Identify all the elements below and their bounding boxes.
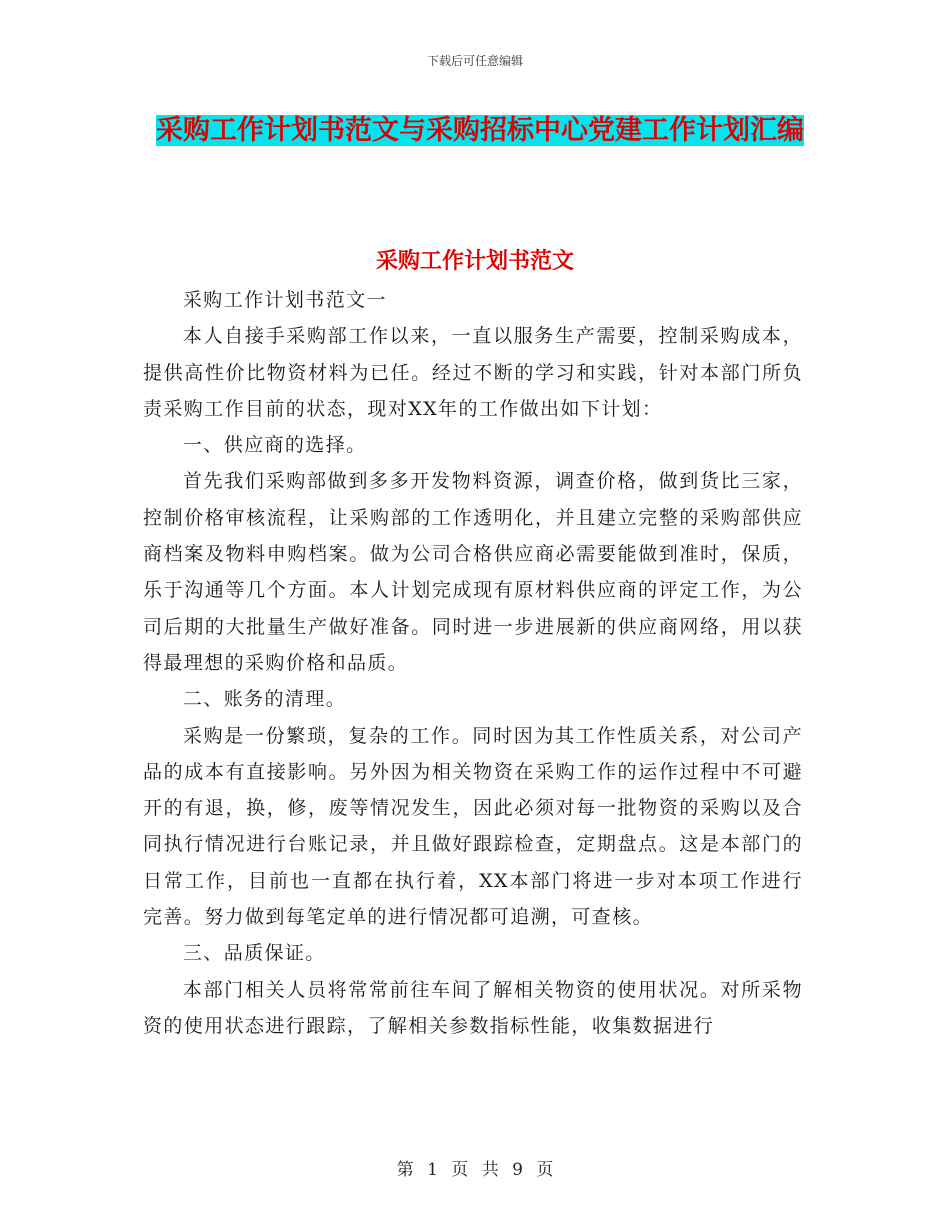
footer-total-label: 共 (481, 1160, 499, 1180)
main-title (145, 108, 815, 154)
body-text (143, 282, 803, 1044)
header-note: 下载后可任意编辑 (426, 54, 523, 68)
footer-total-unit: 页 (536, 1160, 554, 1180)
paragraph: 本部门相关人员将常常前往车间了解相关物资的使用状况。对所采物资的使用状态进行跟踪，了解相关参数指标性能，收集数据进行 (143, 978, 803, 1037)
paragraph: 采购工作计划书范文一 (182, 289, 387, 311)
page-footer (0, 1155, 950, 1180)
paragraph: 首先我们采购部做到多多开发物料资源，调查价格，做到货比三家，控制价格审核流程，让采购部的工作透明化，并且建立完整的采购部供应商档案及物料申购档案。做为公司合格供应商必需要能做到准时，保质，乐于沟通等几个方面。本人计划完成现有原材料供应商的评定工作，为公司后期的大批量生产做好准备。同时进一步进展新的供应商网络，用以获得最理想的采购价格和品质。 (143, 470, 803, 674)
section-title: 采购工作计划书范文 (375, 248, 574, 274)
footer-page-number: 1 (427, 1160, 438, 1180)
footer-page-unit: 页 (451, 1160, 469, 1180)
footer-total-pages: 9 (512, 1160, 523, 1180)
paragraph: 采购是一份繁琐，复杂的工作。同时因为其工作性质关系，对公司产品的成本有直接影响。另外因为相关物资在采购工作的运作过程中不可避开的有退，换，修，废等情况发生，因此必须对每一批物资的采购以及合同执行情况进行台账记录，并且做好跟踪检查，定期盘点。这是本部门的日常工作，目前也一直都在执行着，XX本部门将进一步对本项工作进行完善。努力做到每笔定单的进行情况都可追溯，可查核。 (143, 724, 803, 929)
paragraph: 本人自接手采购部工作以来，一直以服务生产需要，控制采购成本，提供高性价比物资材料为已任。经过不断的学习和实践，针对本部门所负责采购工作目前的状态，现对XX年的工作做出如下计划： (143, 325, 803, 420)
main-title-text: 采购工作计划书范文与采购招标中心党建工作计划汇编 (156, 115, 804, 146)
paragraph: 一、供应商的选择。 (182, 434, 367, 457)
footer-page-label: 第 (396, 1160, 414, 1180)
paragraph: 三、品质保证。 (182, 942, 326, 965)
paragraph: 二、账务的清理。 (182, 688, 347, 711)
